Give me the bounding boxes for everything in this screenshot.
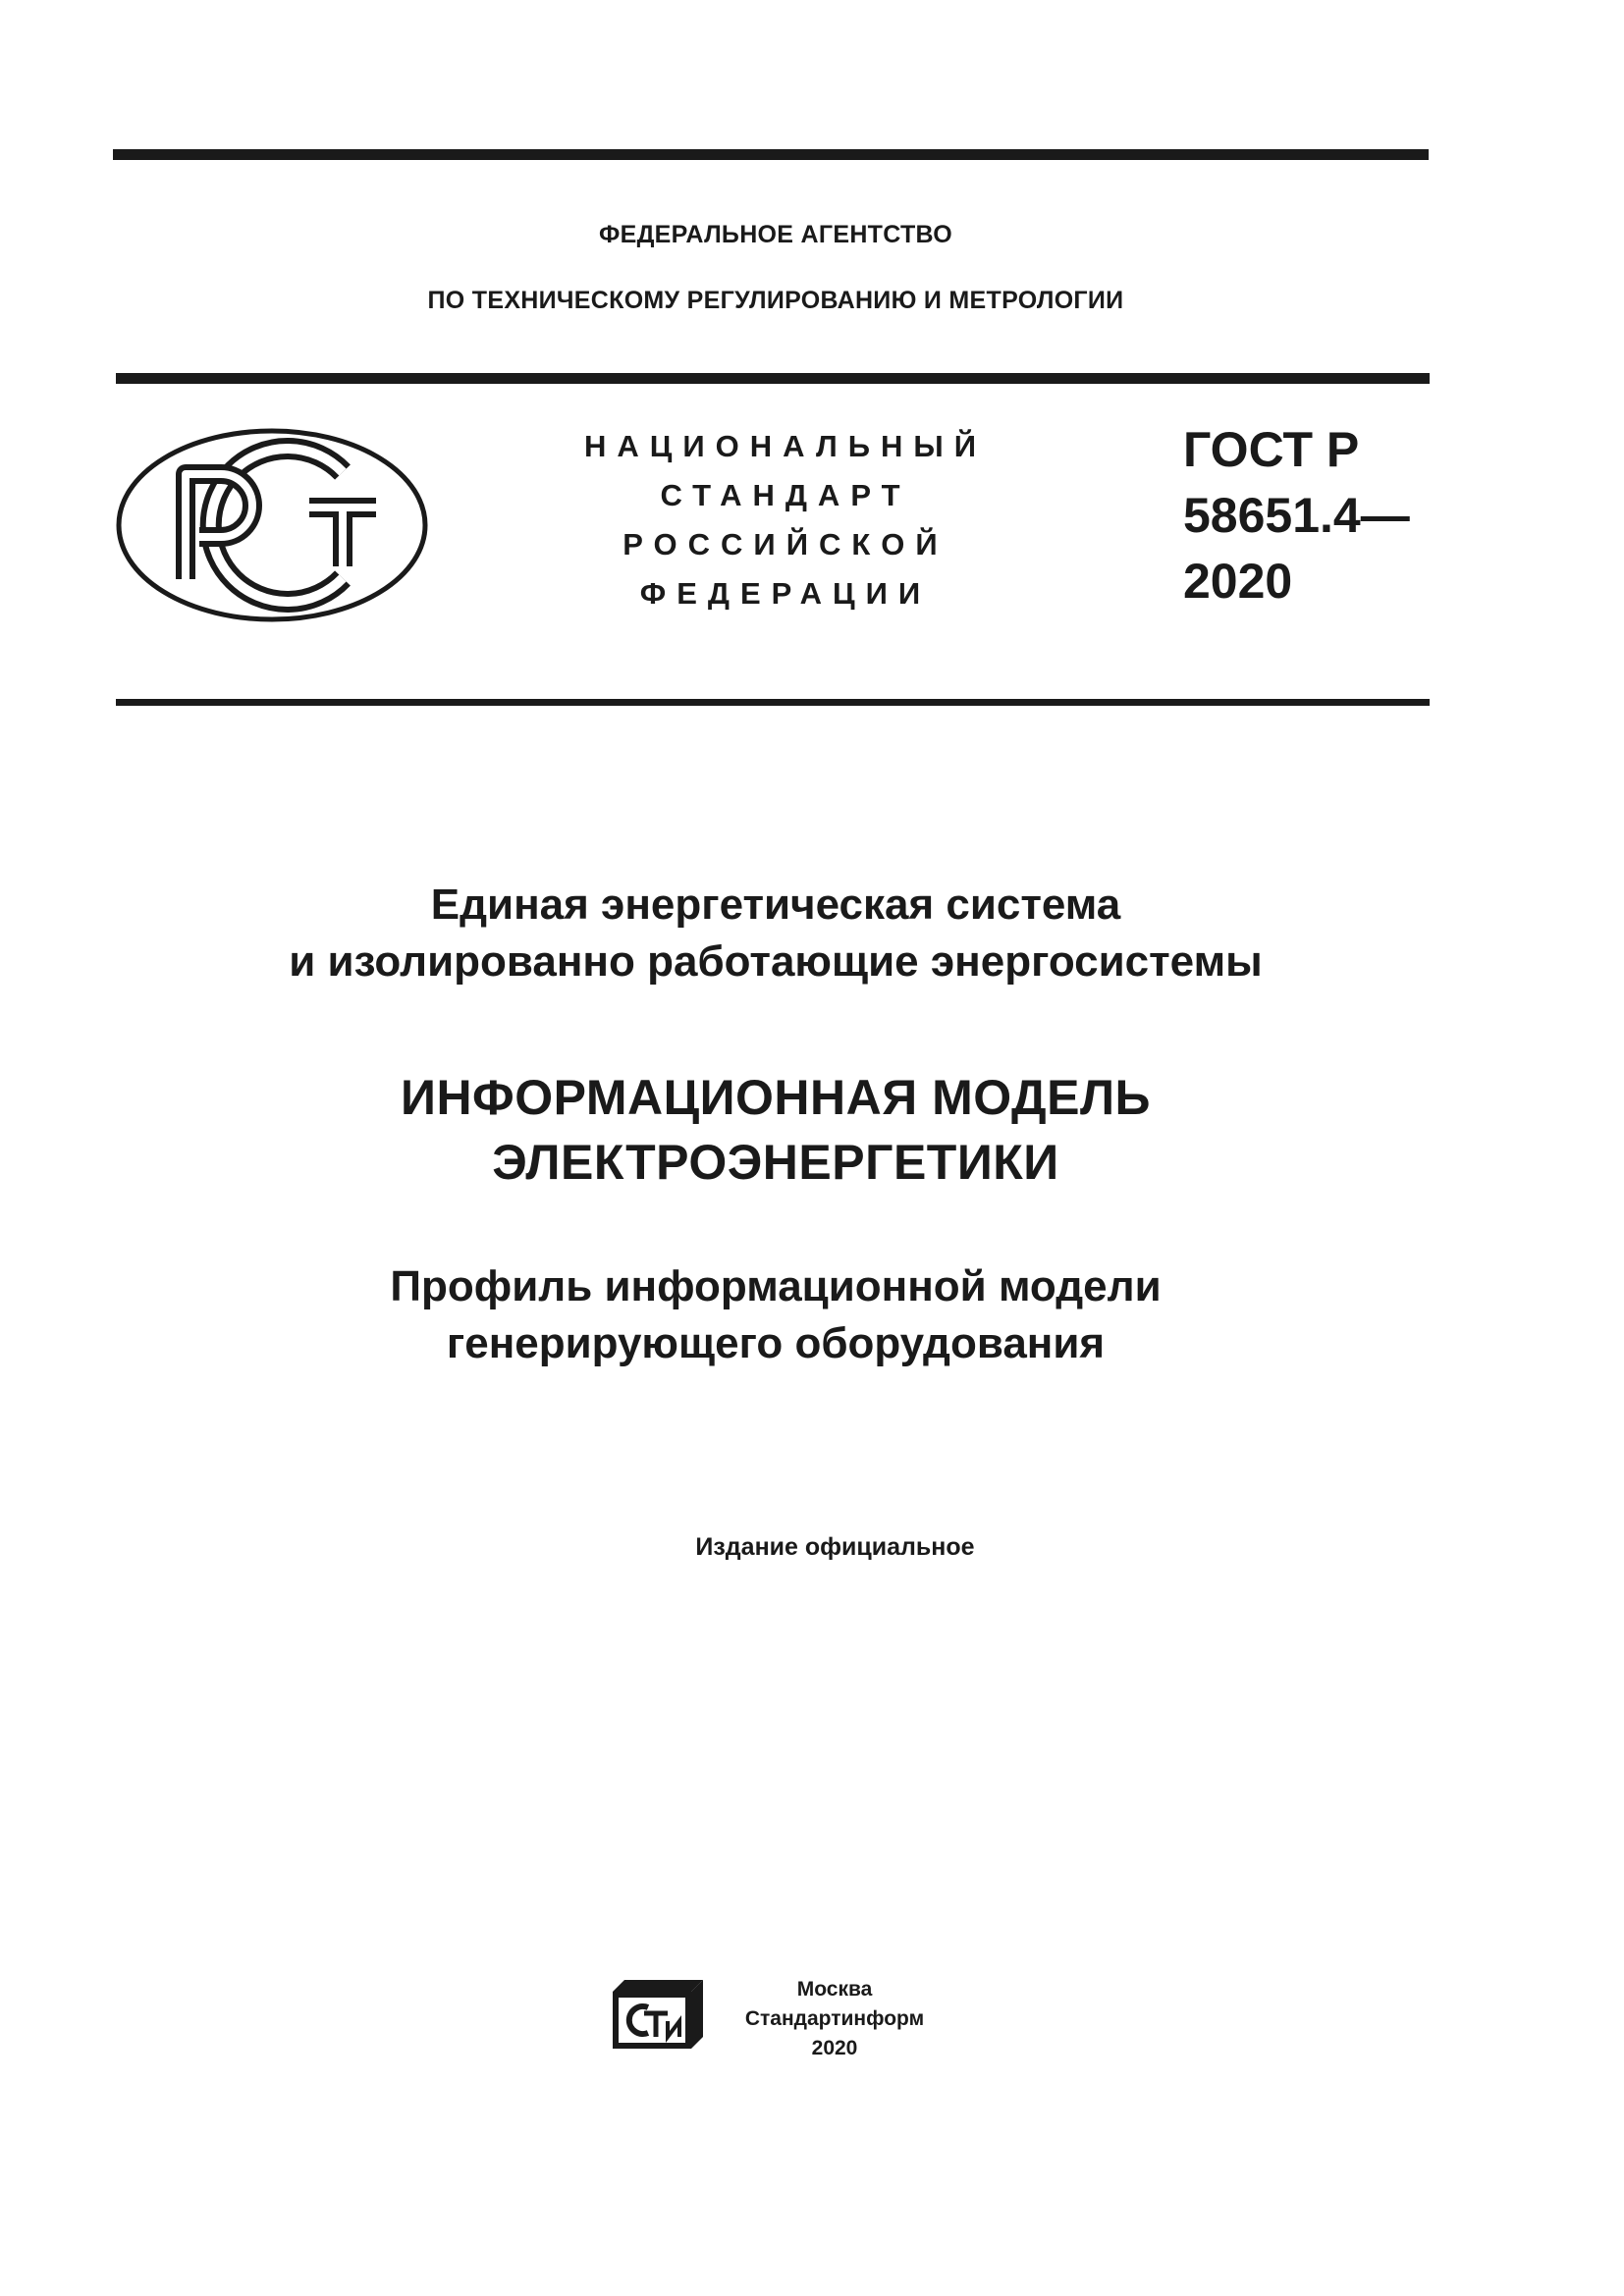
national-standard-line-3: РОССИЙСКОЙ	[623, 527, 948, 561]
bottom-rule	[116, 699, 1430, 706]
national-standard-line-4: ФЕДЕРАЦИИ	[639, 576, 932, 611]
publisher-year: 2020	[811, 2037, 858, 2059]
standartinform-logo-icon	[611, 1978, 705, 2051]
main-title	[0, 1065, 1551, 1195]
sub-title-line-2: генерирующего оборудования	[446, 1319, 1106, 1367]
publisher-name: Стандартинформ	[744, 2007, 925, 2030]
general-title-line-1: Единая энергетическая система	[430, 881, 1121, 929]
publisher-block	[727, 1975, 943, 2063]
main-title-line-2: ЭЛЕКТРОЭНЕРГЕТИКИ	[492, 1135, 1059, 1190]
agency-line-2: ПО ТЕХНИЧЕСКОМУ РЕГУЛИРОВАНИЮ И МЕТРОЛОГИИ	[427, 287, 1124, 314]
sub-title-line-1: Профиль информационной модели	[390, 1262, 1162, 1310]
general-title	[0, 877, 1551, 990]
agency-line-1: ФЕДЕРАЛЬНОЕ АГЕНТСТВО	[598, 221, 953, 248]
standard-designation	[1183, 417, 1410, 614]
rst-certification-mark-icon	[115, 427, 429, 623]
main-title-line-1: ИНФОРМАЦИОННАЯ МОДЕЛЬ	[401, 1070, 1151, 1125]
designation-line-3: 2020	[1183, 554, 1293, 609]
top-rule	[113, 149, 1429, 160]
national-standard-line-2: СТАНДАРТ	[660, 478, 911, 512]
middle-rule	[116, 373, 1430, 384]
national-standard-label	[550, 422, 1021, 618]
national-standard-line-1: НАЦИОНАЛЬНЫЙ	[583, 429, 988, 463]
sub-title	[0, 1258, 1551, 1372]
publisher-city: Москва	[796, 1978, 873, 2001]
designation-line-1: ГОСТ Р	[1183, 422, 1360, 477]
edition-label: Издание официальное	[695, 1533, 975, 1561]
general-title-line-2: и изолированно работающие энергосистемы	[289, 937, 1263, 986]
designation-line-2: 58651.4—	[1183, 488, 1410, 543]
